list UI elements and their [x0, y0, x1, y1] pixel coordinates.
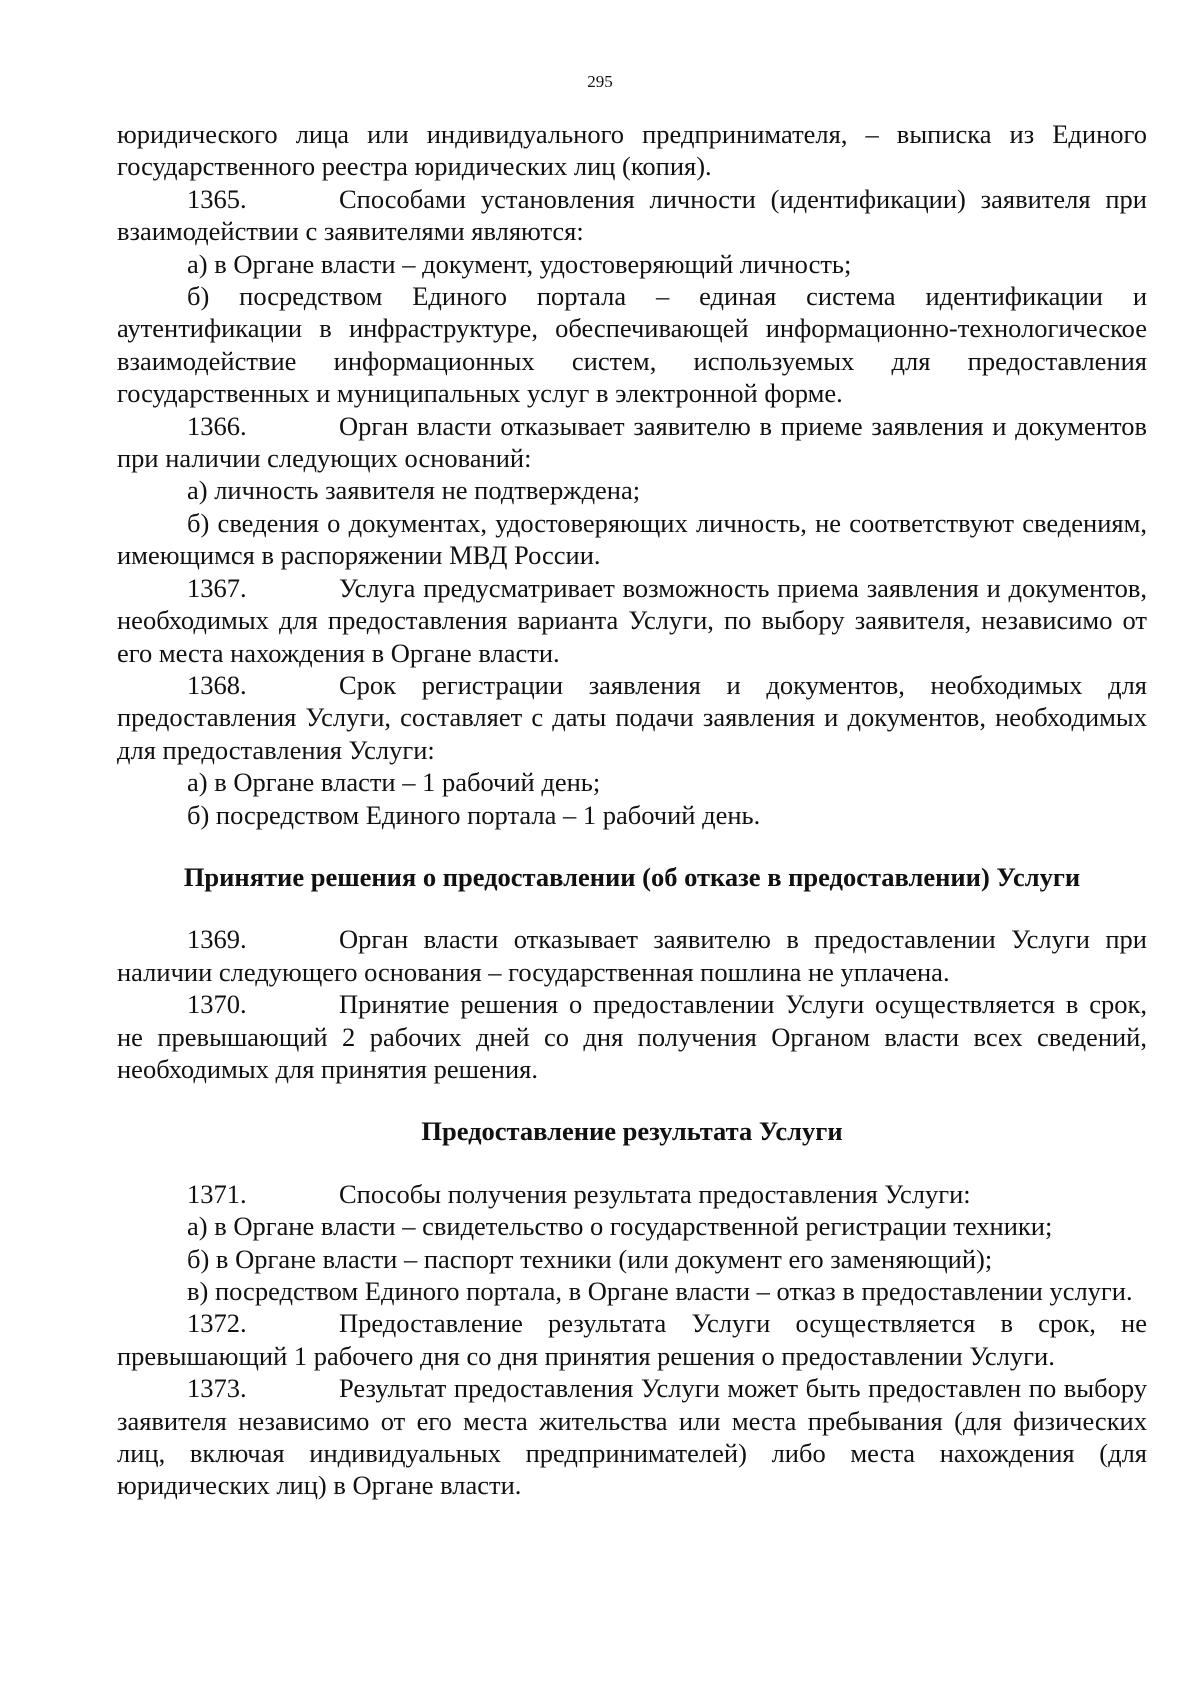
- clause-1366: [117, 410, 1147, 475]
- clause-text: Услуга предусматривает возможность приема заявления и документов, необходимых для предоставления варианта Услуги, по выбору заявителя, независимо от его места нахождения в Органе власти.: [117, 572, 1147, 668]
- clause-text: Орган власти отказывает заявителю в предоставлении Услуги при наличии следующего основания – государственная пошлина не уплачена.: [117, 924, 1147, 987]
- clause-number: 1371.: [187, 1178, 247, 1209]
- list-item: а) в Органе власти – 1 рабочий день;: [187, 767, 601, 798]
- clause-text: Срок регистрации заявления и документов, необходимых для предоставления Услуги, составляет с даты подачи заявления и документов, необходимых для предоставления Услуги:: [117, 669, 1147, 765]
- clause-text: Орган власти отказывает заявителю в приеме заявления и документов при наличии следующих оснований:: [117, 410, 1147, 474]
- list-item: б) посредством Единого портала – единая система идентификации и аутентификации в инфраструктуре, обеспечивающей информационно-технологическое взаимодействие информационных систем, используемых для предоставления государственных и муниципальных услуг в электронной форме.: [117, 281, 1147, 409]
- list-item: а) в Органе власти – документ, удостоверяющий личность;: [187, 248, 852, 279]
- list-item: б) сведения о документах, удостоверяющих личность, не соответствуют сведениям, имеющимся в распоряжении МВД России.: [117, 507, 1147, 571]
- clause-1365: [117, 183, 1147, 248]
- list-item: б) посредством Единого портала – 1 рабочий день.: [187, 799, 761, 830]
- clause-number: 1365.: [187, 183, 247, 214]
- clause-number: 1373.: [187, 1373, 247, 1404]
- document-body: [117, 118, 1147, 1502]
- list-item: а) в Органе власти – свидетельство о государственной регистрации техники;: [187, 1211, 1053, 1242]
- clause-1368: [117, 669, 1147, 766]
- clause-1372: [117, 1307, 1147, 1372]
- section-heading: Предоставление результата Услуги: [421, 1116, 843, 1147]
- clause-1373: [117, 1372, 1147, 1502]
- clause-number: 1366.: [187, 410, 247, 441]
- clause-text: Способами установления личности (идентификации) заявителя при взаимодействии с заявителями являются:: [117, 183, 1147, 247]
- clause-text: Принятие решения о предоставлении Услуги осуществляется в срок, не превышающий 2 рабочих дней со дня получения Органом власти всех сведений, необходимых для принятия решения.: [117, 989, 1147, 1084]
- clause-1369: [117, 923, 1147, 988]
- clause-text: Способы получения результата предоставления Услуги:: [339, 1178, 971, 1209]
- clause-number: 1368.: [187, 669, 247, 700]
- clause-1367: [117, 572, 1147, 669]
- clause-1371: [117, 1178, 1147, 1210]
- clause-text: Предоставление результата Услуги осуществляется в срок, не превышающий 1 рабочего дня со дня принятия решения о предоставлении Услуги.: [117, 1308, 1147, 1371]
- paragraph-continuation: юридического лица или индивидуального предпринимателя, – выписка из Единого государственного реестра юридических лиц (копия).: [117, 119, 1147, 182]
- clause-number: 1372.: [187, 1308, 247, 1339]
- list-item: б) в Органе власти – паспорт техники (или документ его заменяющий);: [187, 1243, 993, 1274]
- clause-number: 1370.: [187, 989, 247, 1020]
- clause-1370: [117, 988, 1147, 1085]
- list-item: в) посредством Единого портала, в Органе власти – отказ в предоставлении услуги.: [187, 1276, 1133, 1306]
- page-number: 295: [587, 72, 613, 91]
- clause-text: Результат предоставления Услуги может быть предоставлен по выбору заявителя независимо от его места жительства или места пребывания (для физических лиц, включая индивидуальных предпринимателей) либо места нахождения (для юридических лиц) в Органе власти.: [117, 1373, 1147, 1501]
- list-item: а) личность заявителя не подтверждена;: [187, 475, 641, 506]
- clause-number: 1369.: [187, 924, 247, 955]
- clause-number: 1367.: [187, 572, 247, 603]
- section-heading: Принятие решения о предоставлении (об отказе в предоставлении) Услуги: [183, 861, 1081, 892]
